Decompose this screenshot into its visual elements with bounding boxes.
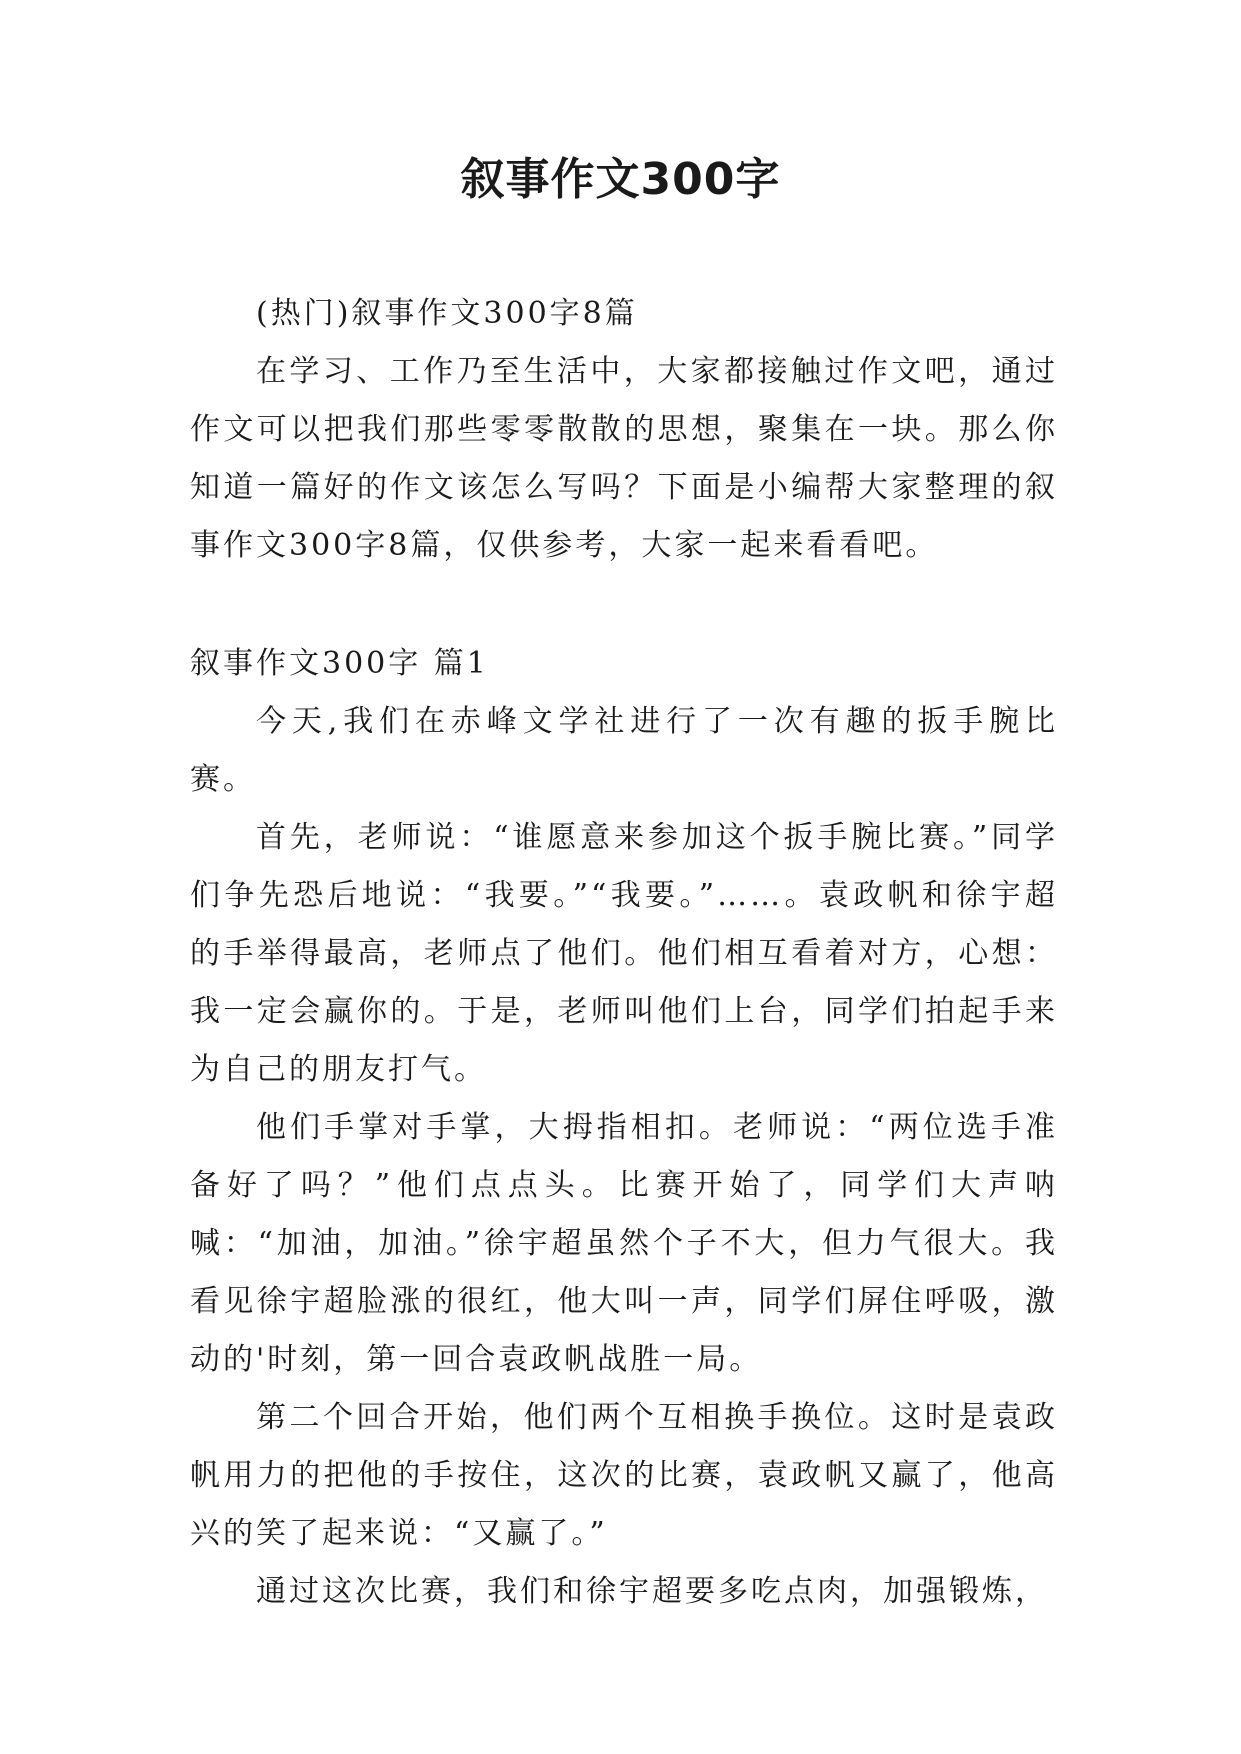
document-body: [190, 285, 1058, 1621]
body-paragraph-5: 通过这次比赛，我们和徐宇超要多吃点肉，加强锻炼，: [256, 1574, 1048, 1609]
body-paragraph-4: 第二个回合开始，他们两个互相换手换位。这时是袁政帆用力的把他的手按住，这次的比赛，袁政帆又赢了，他高兴的笑了起来说：“又赢了。”: [190, 1400, 1058, 1551]
body-paragraph-1: 今天,我们在赤峰文学社进行了一次有趣的扳手腕比赛。: [190, 704, 1058, 797]
section-heading: 叙事作文300字 篇1: [190, 646, 489, 681]
body-paragraph-3: 他们手掌对手掌，大拇指相扣。老师说：“两位选手准备好了吗？”他们点点头。比赛开始了，同学们大声呐喊：“加油，加油。”徐宇超虽然个子不大，但力气很大。我看见徐宇超脸涨的很红，他大叫一声，同学们屏住呼吸，激动的'时刻，第一回合袁政帆战胜一局。: [190, 1110, 1058, 1377]
body-paragraph-2: 首先，老师说：“谁愿意来参加这个扳手腕比赛。”同学们争先恐后地说：“我要。”“我要。”……。袁政帆和徐宇超的手举得最高，老师点了他们。他们相互看着对方，心想：我一定会赢你的。于是，老师叫他们上台，同学们拍起手来为自己的朋友打气。: [190, 820, 1058, 1087]
section-gap: [190, 575, 1058, 635]
subtitle: (热门)叙事作文300字8篇: [256, 296, 638, 331]
document-title: 叙事作文300字: [460, 154, 781, 205]
intro-paragraph: 在学习、工作乃至生活中，大家都接触过作文吧，通过作文可以把我们那些零零散散的思想，聚集在一块。那么你知道一篇好的作文该怎么写吗？下面是小编帮大家整理的叙事作文300字8篇，仅供参考，大家一起来看看吧。: [190, 354, 1058, 563]
